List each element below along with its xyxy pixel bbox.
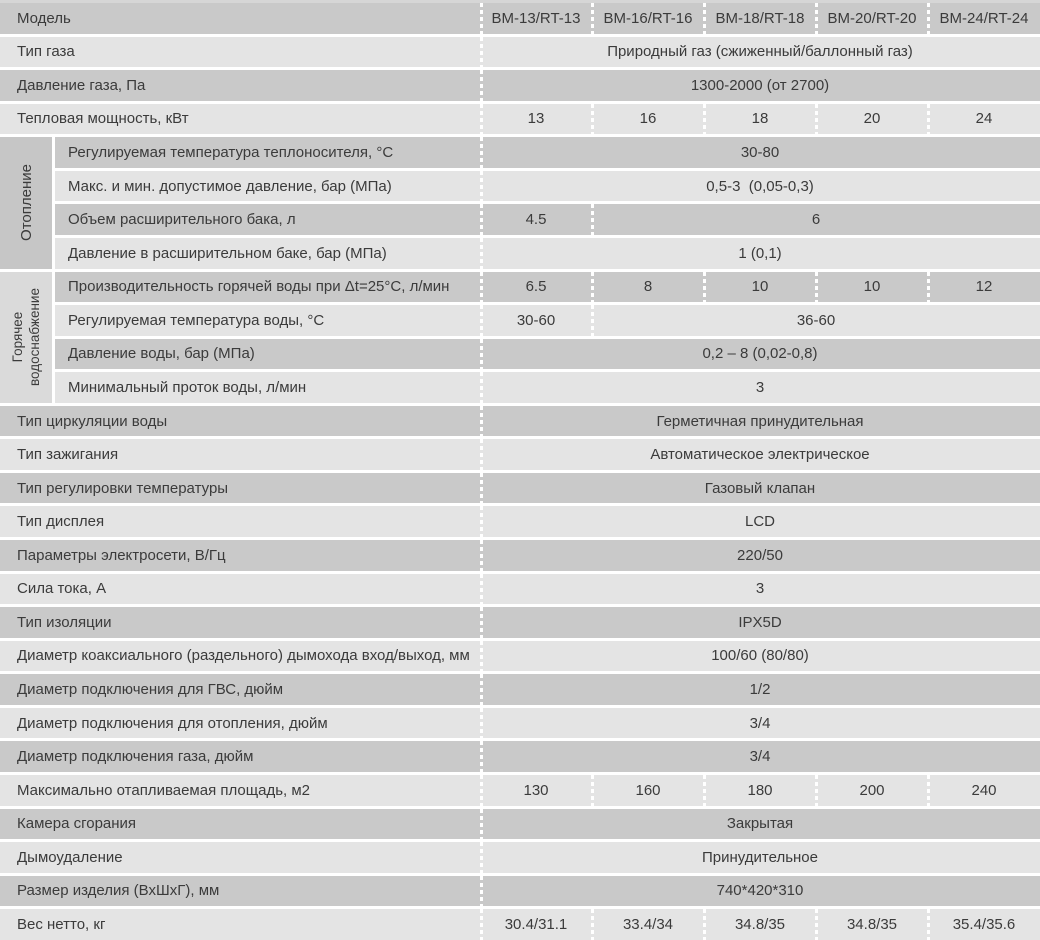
dhw-rows [55,272,1040,403]
row-label: Минимальный проток воды, л/мин [68,378,307,396]
value-cell: 36-60 [592,305,1040,336]
table-row-model [0,3,1040,34]
table-row-smoke-removal [0,842,1040,873]
row-label: Диаметр подключения газа, дюйм [17,748,254,766]
table-row-temp-regulation [0,473,1040,504]
value-cell: 100/60 (80/80) [711,647,809,665]
value-cell: 30-60 [516,311,556,329]
table-row-flue-diameter [0,641,1040,672]
value-cell: 8 [592,272,704,303]
value-cell: 220/50 [737,546,783,564]
row-values [480,708,1040,739]
value-cell: 1 (0,1) [738,244,782,262]
value-cell: 10 [704,272,816,303]
dhw-group-label [9,288,43,386]
row-values [480,540,1040,571]
row-label: Дымоудаление [17,848,123,866]
value-cell: Принудительное [701,848,818,866]
row-label: Объем расширительного бака, л [68,211,296,229]
table-row-min-water-flow [55,372,1040,403]
row-label: Тип дисплея [17,513,105,531]
row-label: Диаметр коаксиального (раздельного) дымохода вход/выход, мм [17,647,470,665]
value-cell: 3 [755,580,765,598]
value-cell: 1/2 [749,681,771,699]
table-row-expansion-tank-volume [55,204,1040,235]
model-cell: BM-18/RT-18 [704,3,816,34]
value-cell: 13 [527,110,545,128]
value-cell: 10 [816,272,928,303]
row-label: Диаметр подключения для ГВС, дюйм [17,681,284,699]
value-cell: 3/4 [749,714,771,732]
row-values [480,842,1040,873]
row-values [480,506,1040,537]
row-values [480,339,1040,370]
table-row-dhw-connection [0,674,1040,705]
value-cell: 34.8/35 [704,909,816,940]
value-cell: 130 [523,781,549,799]
heating-rows [55,137,1040,268]
row-values [480,137,1040,168]
value-cell: 240 [928,775,1040,806]
row-label: Тепловая мощность, кВт [17,110,189,128]
table-row-combustion-chamber [0,809,1040,840]
value-cell: IPX5D [738,613,782,631]
value-cell: 740*420*310 [716,882,804,900]
heating-section [0,137,1040,268]
table-row-heat-power [0,104,1040,135]
row-values [480,238,1040,269]
table-row-product-size [0,876,1040,907]
value-cell: 3 [755,378,765,396]
row-values [480,574,1040,605]
row-values [480,3,1040,34]
model-cell: BM-20/RT-20 [816,3,928,34]
row-values [480,204,1040,235]
value-cell: 3/4 [749,748,771,766]
value-cell: 35.4/35.6 [928,909,1040,940]
row-values [480,607,1040,638]
table-row-water-pressure [55,339,1040,370]
table-row-insulation [0,607,1040,638]
row-label: Тип регулировки температуры [17,479,229,497]
value-cell: 16 [592,104,704,135]
row-values [480,876,1040,907]
heating-group-cell [0,137,52,268]
row-label: Тип изоляции [17,613,112,631]
row-label: Сила тока, А [17,580,107,598]
row-label: Давление газа, Па [17,76,146,94]
row-values [480,909,1040,940]
row-label: Тип циркуляции воды [17,412,168,430]
value-cell: 18 [704,104,816,135]
value-cell: 33.4/34 [592,909,704,940]
row-label: Давление воды, бар (МПа) [68,345,255,363]
value-cell: Природный газ (сжиженный/баллонный газ) [607,43,913,61]
table-row-coolant-temp [55,137,1040,168]
table-row-gas-pressure [0,70,1040,101]
value-cell: 4.5 [525,211,547,229]
value-cell: 12 [928,272,1040,303]
value-cell: Закрытая [726,815,794,833]
value-cell: 1300-2000 (от 2700) [690,76,830,94]
model-cell: BM-24/RT-24 [928,3,1040,34]
row-values [480,171,1040,202]
dhw-group-label-line2: водоснабжение [27,288,42,387]
row-label: Регулируемая температура воды, °С [68,311,325,329]
row-values [480,809,1040,840]
row-label: Камера сгорания [17,815,137,833]
table-row-water-circulation [0,406,1040,437]
value-cell: 160 [592,775,704,806]
value-cell: 24 [928,104,1040,135]
table-row-hot-water-capacity [55,272,1040,303]
row-values [480,305,1040,336]
value-cell: 0,5-3 (0,05-0,3) [706,177,814,195]
dhw-group-cell [0,272,52,403]
value-cell: Герметичная принудительная [656,412,864,430]
model-cell: BM-16/RT-16 [592,3,704,34]
dhw-group-label-line1: Горячее [10,311,25,363]
row-values [480,775,1040,806]
table-row-pressure-limits [55,171,1040,202]
table-row-gas-connection [0,741,1040,772]
table-row-display [0,506,1040,537]
value-cell: Газовый клапан [704,479,816,497]
row-label: Диаметр подключения для отопления, дюйм [17,714,328,732]
row-values [480,70,1040,101]
row-label: Макс. и мин. допустимое давление, бар (МПа) [68,177,392,195]
table-row-expansion-tank-pressure [55,238,1040,269]
row-label: Давление в расширительном баке, бар (МПа) [68,244,387,262]
value-cell: 6.5 [525,278,547,296]
value-cell: 6 [592,204,1040,235]
table-row-max-area [0,775,1040,806]
row-values [480,674,1040,705]
row-label: Параметры электросети, В/Гц [17,546,226,564]
row-label: Модель [17,9,71,27]
value-cell: LCD [744,513,775,531]
row-values [480,406,1040,437]
row-label: Производительность горячей воды при Δt=25°C, л/мин [68,278,450,296]
row-values [480,641,1040,672]
row-values [480,37,1040,68]
table-row-ignition [0,439,1040,470]
value-cell: 180 [704,775,816,806]
row-values [480,372,1040,403]
value-cell: 20 [816,104,928,135]
row-values [480,439,1040,470]
row-values [480,104,1040,135]
value-cell: 0,2 – 8 (0,02-0,8) [702,345,818,363]
table-row-current [0,574,1040,605]
table-row-water-temp [55,305,1040,336]
value-cell: 200 [816,775,928,806]
row-values [480,272,1040,303]
dhw-section [0,272,1040,403]
row-label: Максимально отапливаемая площадь, м2 [17,781,310,799]
heating-group-label: Отопление [17,164,35,242]
row-label: Регулируемая температура теплоносителя, °С [68,144,394,162]
table-row-mains [0,540,1040,571]
value-cell: 30-80 [740,144,780,162]
model-cell: BM-13/RT-13 [491,9,581,27]
row-values [480,473,1040,504]
row-values [480,741,1040,772]
table-row-net-weight [0,909,1040,940]
value-cell: 34.8/35 [816,909,928,940]
table-row-heating-connection [0,708,1040,739]
row-label: Вес нетто, кг [17,915,106,933]
table-row-gas-type [0,37,1040,68]
value-cell: 30.4/31.1 [504,915,568,933]
row-label: Размер изделия (ВхШхГ), мм [17,882,220,900]
row-label: Тип зажигания [17,446,119,464]
row-label: Тип газа [17,43,75,61]
value-cell: Автоматическое электрическое [650,446,870,464]
